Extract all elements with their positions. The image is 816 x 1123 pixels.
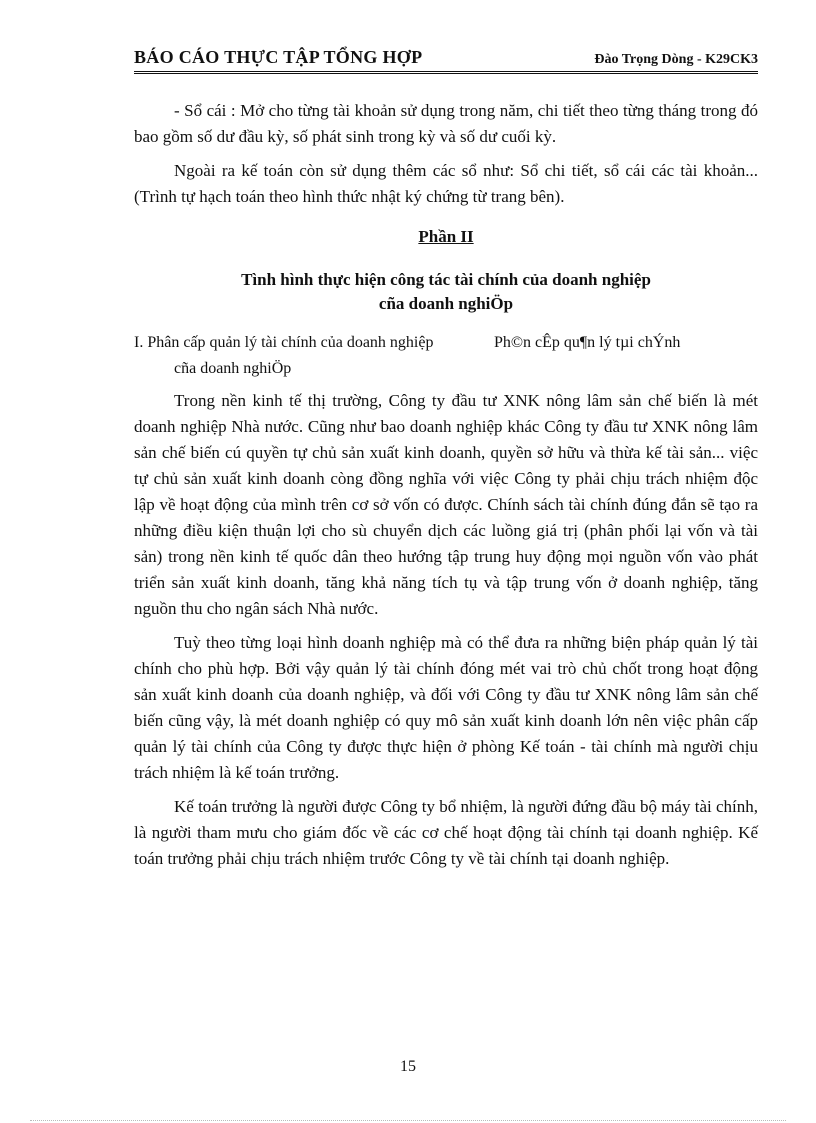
page-number: 15 [400, 1058, 416, 1075]
paragraph-management: Tuỳ theo từng loại hình doanh nghiệp mà có thể đưa ra những biện pháp quản lý tài chính cho phù hợp. Bởi vậy quản lý tài chính đóng mét vai trò chủ chốt trong hoạt động sản xuất kinh doanh của doanh nghiệp, và đối với Công ty đầu tư XNK nông lâm sản chế biến cũng vậy, là mét doanh nghiệp có quy mô sản xuất kinh doanh lớn nên việc phân cấp quản lý tài chính của Công ty được thực hiện ở phòng Kế toán - tài chính mà người chịu trách nhiệm là kế toán trưởng. [134, 633, 758, 782]
paragraph-chief-accountant: Kế toán trưởng là người được Công ty bổ nhiệm, là người đứng đầu bộ máy tài chính, là người tham mưu cho giám đốc về các cơ chế hoạt động tài chính tại doanh nghiệp. Kế toán trưởng phải chịu trách nhiệm trước Công ty về tài chính tại doanh nghiệp. [134, 797, 758, 868]
document-body [134, 98, 758, 880]
paragraph-other-books: Ngoài ra kế toán còn sử dụng thêm các sổ như: Sổ chi tiết, sổ cái các tài khoản... (Trình tự hạch toán theo hình thức nhật ký chứng từ trang bên). [134, 161, 758, 206]
section-title: Phần II [418, 227, 474, 246]
subsection-heading-line2: cña doanh nghiÖp [174, 360, 292, 377]
chapter-title [134, 268, 758, 316]
header-divider [134, 71, 758, 74]
chapter-title-line2: cña doanh nghiÖp [378, 294, 514, 313]
subsection-heading-right: Ph©n cÊp qu¶n lý tµi chÝnh [494, 334, 681, 351]
paragraph-ledger: - Sổ cái : Mở cho từng tài khoản sử dụng trong năm, chi tiết theo từng tháng trong đó bao gồm số dư đầu kỳ, số phát sinh trong kỳ và số dư cuối kỳ. [134, 101, 758, 146]
subsection-heading [134, 330, 758, 356]
report-title: BÁO CÁO THỰC TẬP TỔNG HỢP [134, 47, 423, 67]
page-header [134, 46, 758, 70]
footer-divider [30, 1120, 786, 1121]
chapter-title-line1: Tình hình thực hiện công tác tài chính của doanh nghiệp [241, 270, 651, 289]
paragraph-market-economy: Trong nền kinh tế thị trường, Công ty đầu tư XNK nông lâm sản chế biến là mét doanh nghiệp Nhà nước. Cũng như bao doanh nghiệp khác Công ty đầu tư XNK nông lâm sản chế biến cú quyền tự chủ sản xuất kinh doanh, quyền sở hữu và thừa kế tài sản... việc tự chủ sản xuất kinh doanh còng đồng nghĩa với việc Công ty phải chịu trách nhiệm độc lập về hoạt động của mình trên cơ sở vốn có được. Chính sách tài chính đúng đắn sẽ tạo ra những điều kiện thuận lợi cho sù chuyển dịch các luồng giá trị (phân phối lại vốn và tài sản) trong nền kinh tế quốc dân theo hướng tập trung huy động mọi nguồn vốn vào phát triển sản xuất kinh doanh, tăng khả năng tích tụ và tập trung vốn ở doanh nghiệp, tăng nguồn thu cho ngân sách Nhà nước. [134, 391, 758, 618]
subsection-heading-left: I. Phân cấp quản lý tài chính của doanh nghiệp [134, 334, 434, 351]
author-label: Đào Trọng Dòng - K29CK3 [594, 52, 758, 67]
